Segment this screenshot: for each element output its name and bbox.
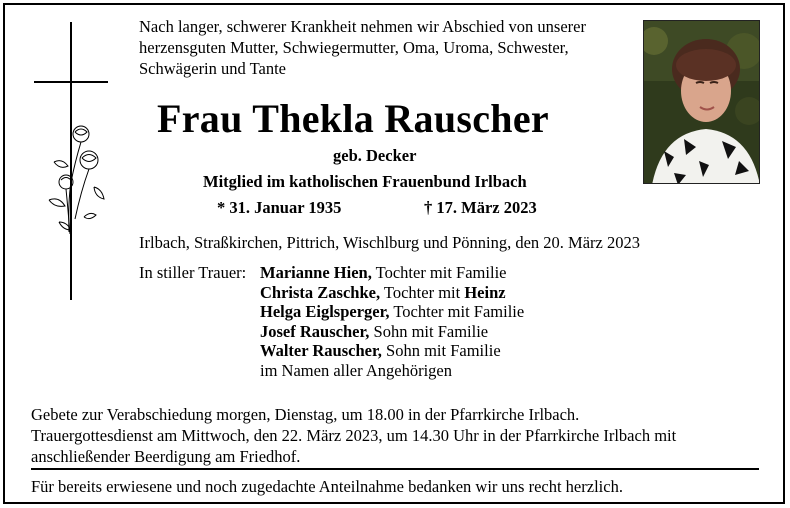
thanks-text: Für bereits erwiesene und noch zugedachte Anteilnahme bedanken wir uns recht herzlich.: [31, 477, 623, 496]
mourner-row: [139, 283, 524, 303]
mourner-relation: Sohn mit Familie: [381, 341, 501, 360]
mourner-name: Christa Zaschke,: [260, 282, 381, 302]
mourner-name: Helga Eiglsperger,: [260, 302, 390, 321]
portrait-photo: [643, 20, 760, 184]
place-date: Irlbach, Straßkirchen, Pittrich, Wischlburg und Pönning, den 20. März 2023: [139, 233, 640, 252]
mourner-row: [139, 322, 524, 342]
cross-with-rose-icon: [34, 22, 116, 302]
mourner-relation: Sohn mit Familie: [369, 321, 489, 341]
mourner-relation: Tochter mit Familie: [371, 263, 507, 282]
mourner-name: Josef Rauscher,: [260, 321, 370, 341]
birth-name: geb. Decker: [333, 146, 417, 165]
mourner-relation: Tochter mit: [380, 282, 465, 302]
services-line-2: Trauergottesdienst am Mittwoch, den 22. März 2023, um 14.30 Uhr in der Pfarrkirche Irlbach mit: [31, 426, 677, 445]
mourner-name: Walter Rauscher,: [260, 341, 382, 360]
intro-line-3: Schwägerin und Tante: [139, 59, 287, 78]
mourner-relation: Tochter mit Familie: [389, 302, 525, 321]
mourner-row: [139, 263, 524, 283]
mourner-row: [139, 341, 524, 361]
birth-date: * 31. Januar 1935: [217, 198, 342, 217]
mourners-label: In stiller Trauer:: [139, 263, 247, 282]
mourner-partner: Heinz: [464, 282, 506, 302]
services-text: [31, 404, 676, 467]
intro-line-2: herzensguten Mutter, Schwiegermutter, Oma, Uroma, Schwester,: [139, 38, 569, 57]
services-line-3: anschließender Beerdigung am Friedhof.: [31, 447, 301, 466]
deceased-name: Frau Thekla Rauscher: [157, 96, 549, 141]
divider: [31, 468, 759, 470]
mourner-closing: im Namen aller Angehörigen: [260, 360, 452, 380]
mourner-row: [139, 302, 524, 322]
intro-text: [139, 16, 586, 79]
mourners-list: [139, 263, 524, 380]
intro-line-1: Nach langer, schwerer Krankheit nehmen wir Abschied von unserer: [139, 17, 586, 36]
mourner-name: Marianne Hien,: [260, 263, 372, 282]
death-date: † 17. März 2023: [424, 198, 537, 217]
mourner-closing-row: [139, 361, 524, 381]
membership: Mitglied im katholischen Frauenbund Irlbach: [203, 172, 527, 191]
services-line-1: Gebete zur Verabschiedung morgen, Dienstag, um 18.00 in der Pfarrkirche Irlbach.: [31, 405, 580, 424]
